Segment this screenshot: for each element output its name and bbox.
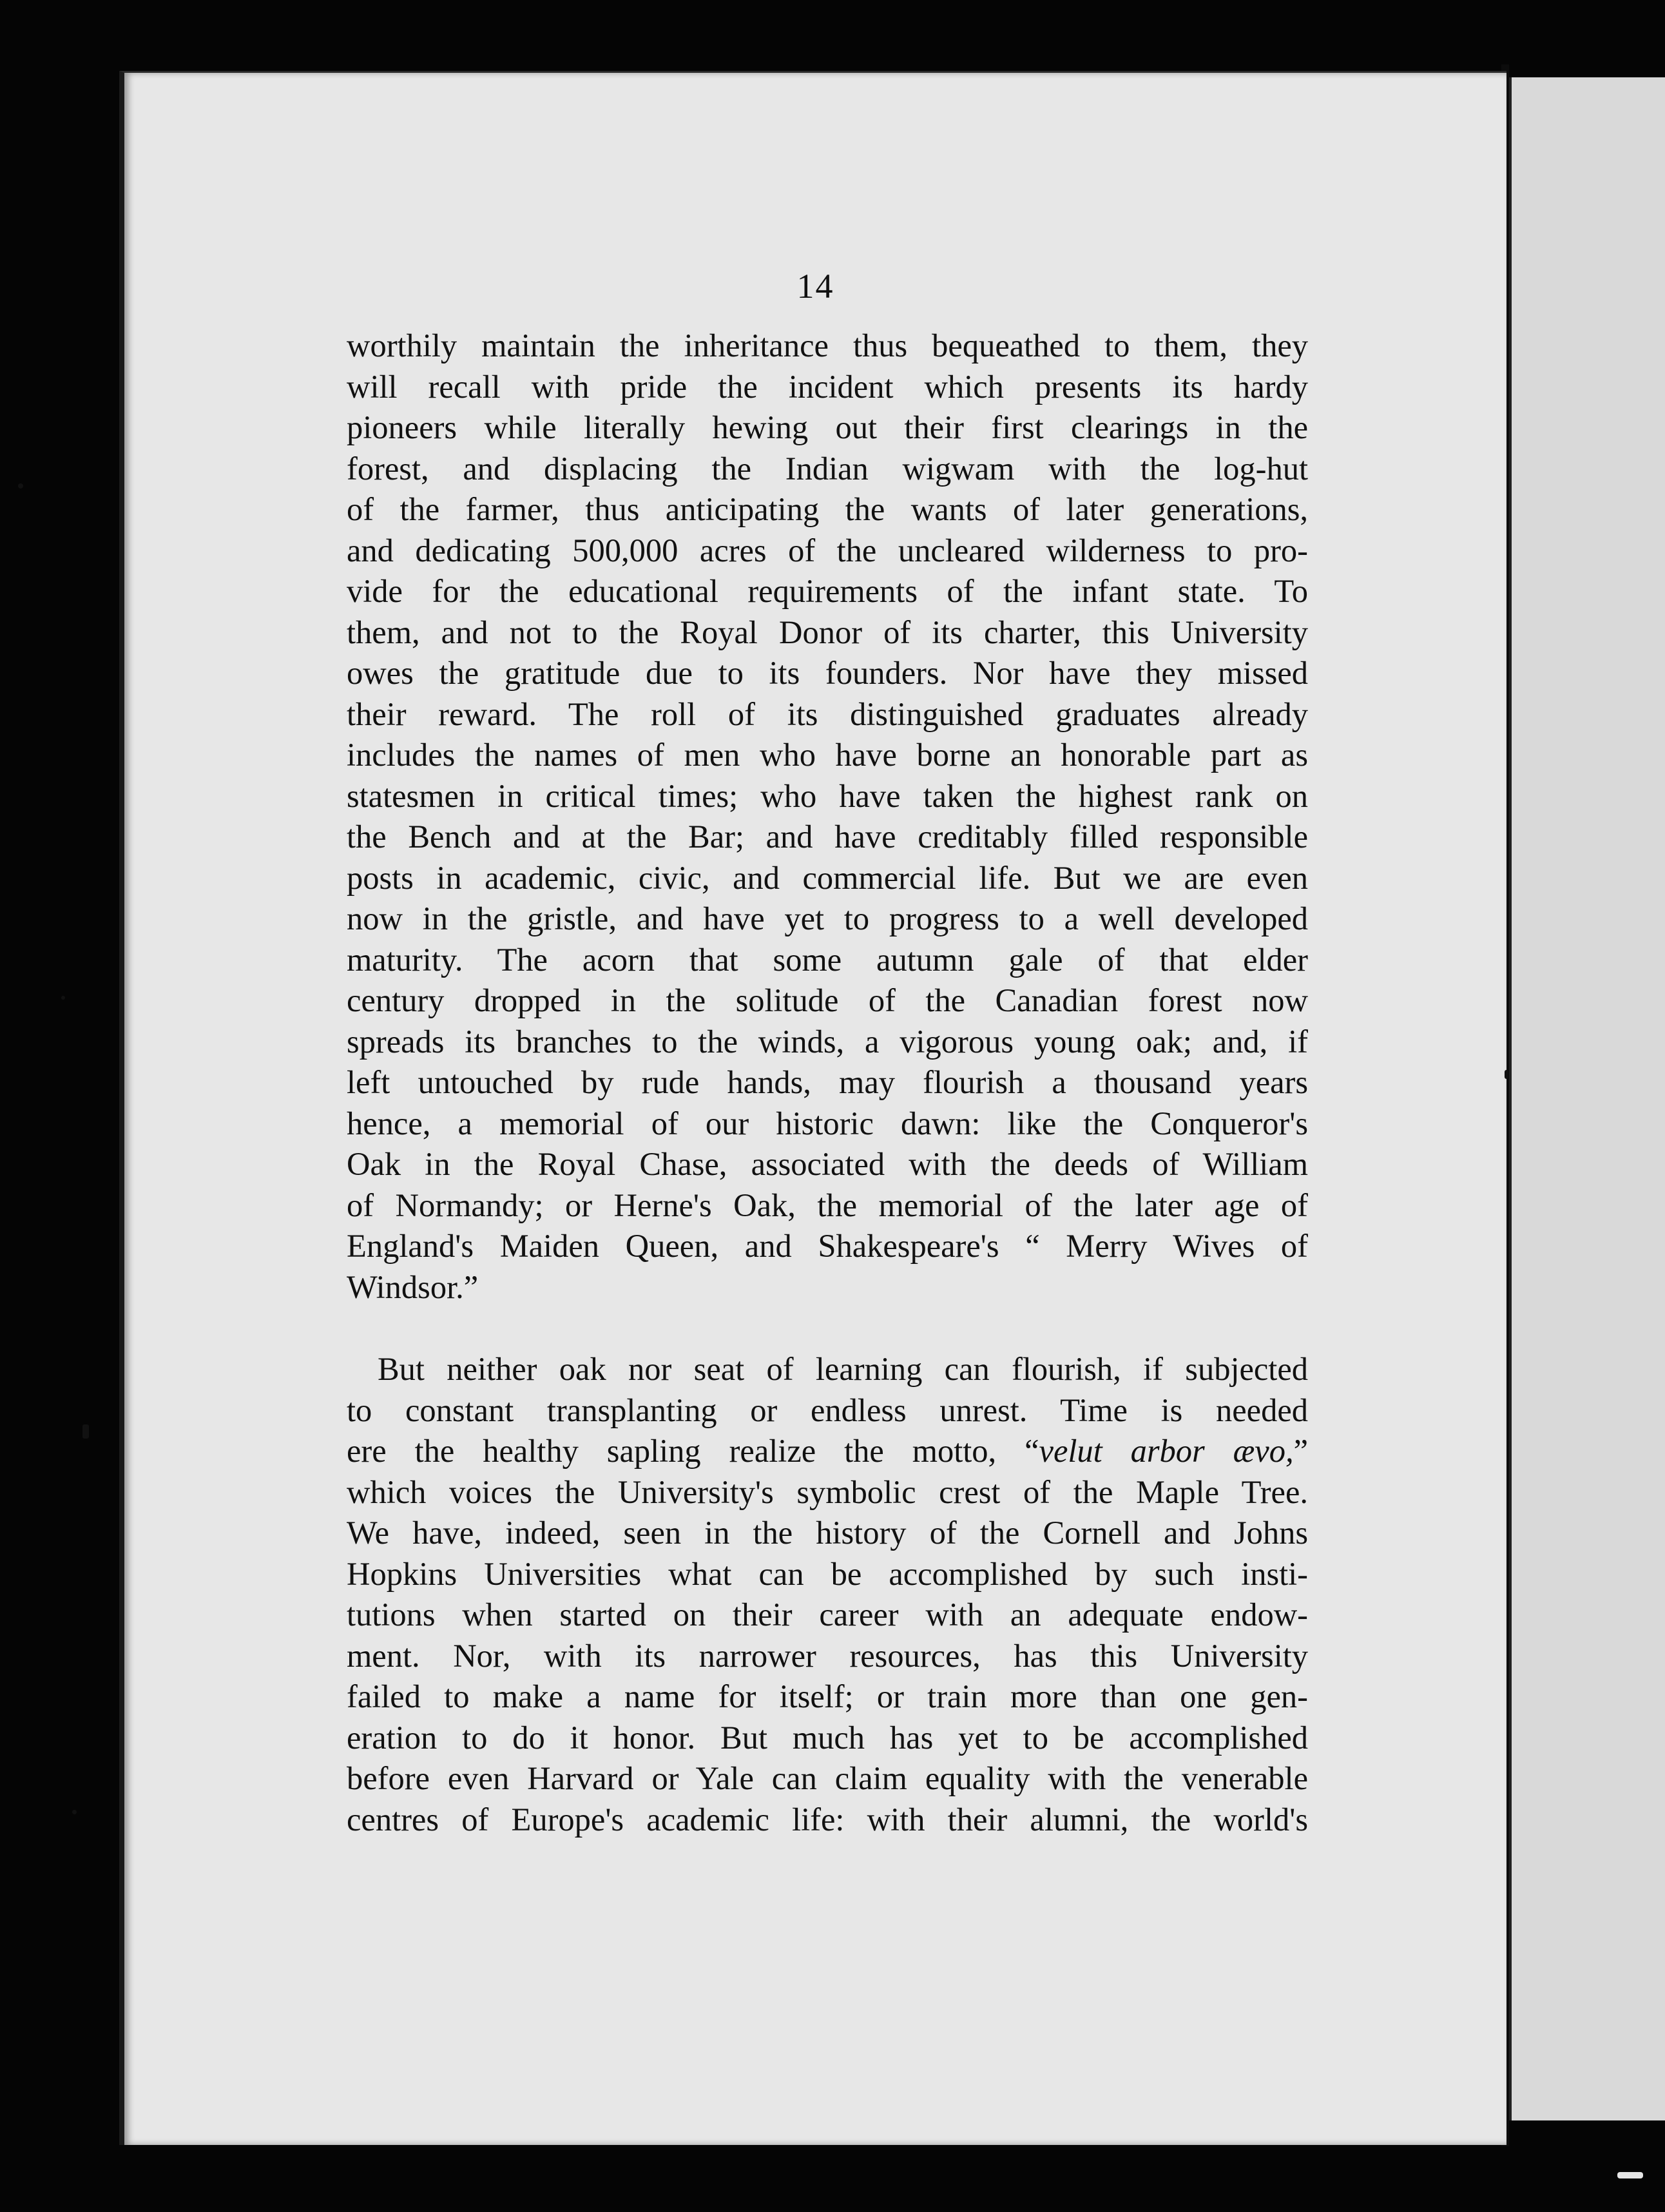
text-line: of Normandy; or Herne's Oak, the memorial of the later age of (347, 1187, 1308, 1223)
text-line: Oak in the Royal Chase, associated with the deeds of William (347, 1146, 1308, 1182)
text-line-with-motto (347, 1431, 1308, 1472)
text-line: tutions when started on their career with an adequate endow- (347, 1596, 1308, 1633)
scan-speck (82, 1424, 89, 1439)
text-line: posts in academic, civic, and commercial life. But we are even (347, 859, 1308, 896)
text-fragment: ” (1293, 1433, 1308, 1469)
text-line: spreads its branches to the winds, a vigorous young oak; and, if (347, 1023, 1308, 1060)
text-line: of the farmer, thus anticipating the wants of later generations, (347, 491, 1308, 527)
text-line: now in the gristle, and have yet to progress to a well developed (347, 900, 1308, 936)
text-line: hence, a memorial of our historic dawn: like the Conqueror's (347, 1105, 1308, 1141)
text-line: will recall with pride the incident which presents its hardy (347, 368, 1308, 405)
scan-speck (18, 483, 23, 489)
text-line: before even Harvard or Yale can claim equality with the venerable (347, 1760, 1308, 1796)
paragraph-spacer (347, 1308, 1308, 1349)
text-line: includes the names of men who have borne an honorable part as (347, 737, 1308, 773)
paragraph-1 (347, 325, 1308, 1308)
text-line: pioneers while literally hewing out their first clearings in the (347, 409, 1308, 445)
text-line: and dedicating 500,000 acres of the uncleared wilderness to pro- (347, 532, 1308, 568)
body-text (347, 325, 1308, 1840)
text-line: to constant transplanting or endless unrest. Time is needed (347, 1392, 1308, 1428)
text-line: left untouched by rude hands, may flourish a thousand years (347, 1064, 1308, 1100)
text-line: failed to make a name for itself; or train more than one gen- (347, 1678, 1308, 1714)
text-line: worthily maintain the inheritance thus bequeathed to them, they (347, 327, 1308, 364)
paragraph-2 (347, 1349, 1308, 1840)
text-line: the Bench and at the Bar; and have creditably filled responsible (347, 819, 1308, 855)
scan-speck (61, 996, 65, 1000)
text-line: England's Maiden Queen, and Shakespeare's “ Merry Wives of (347, 1228, 1308, 1264)
text-line: centres of Europe's academic life: with their alumni, the world's (347, 1801, 1308, 1838)
text-line: eration to do it honor. But much has yet to be accomplished (347, 1719, 1308, 1756)
scan-speck (1505, 1070, 1508, 1079)
text-line: maturity. The acorn that some autumn gale of that elder (347, 941, 1308, 978)
text-line: forest, and displacing the Indian wigwam with the log-hut (347, 450, 1308, 487)
text-line: We have, indeed, seen in the history of the Cornell and Johns (347, 1515, 1308, 1551)
text-line: statesmen in critical times; who have taken the highest rank on (347, 777, 1308, 814)
text-line: Hopkins Universities what can be accomplished by such insti- (347, 1555, 1308, 1592)
page-number: 14 (796, 267, 834, 306)
scan-speck (72, 1810, 77, 1814)
scan-speck (1617, 2172, 1643, 2178)
text-line: Windsor.” (347, 1268, 479, 1305)
text-fragment: ere the healthy sapling realize the motto, “ (347, 1433, 1039, 1469)
text-line: vide for the educational requirements of the infant state. To (347, 573, 1308, 609)
text-line: them, and not to the Royal Donor of its charter, this University (347, 614, 1308, 650)
facing-page-edge (1509, 77, 1665, 2120)
text-line: century dropped in the solitude of the Canadian forest now (347, 982, 1308, 1018)
text-line: owes the gratitude due to its founders. Nor have they missed (347, 655, 1308, 691)
latin-motto: velut arbor ævo, (1039, 1433, 1294, 1469)
text-line: their reward. The roll of its distinguished graduates already (347, 695, 1308, 732)
text-line: But neither oak nor seat of learning can flourish, if subjected (378, 1351, 1308, 1387)
text-line: ment. Nor, with its narrower resources, has this University (347, 1637, 1308, 1674)
text-line: which voices the University's symbolic crest of the Maple Tree. (347, 1473, 1308, 1510)
